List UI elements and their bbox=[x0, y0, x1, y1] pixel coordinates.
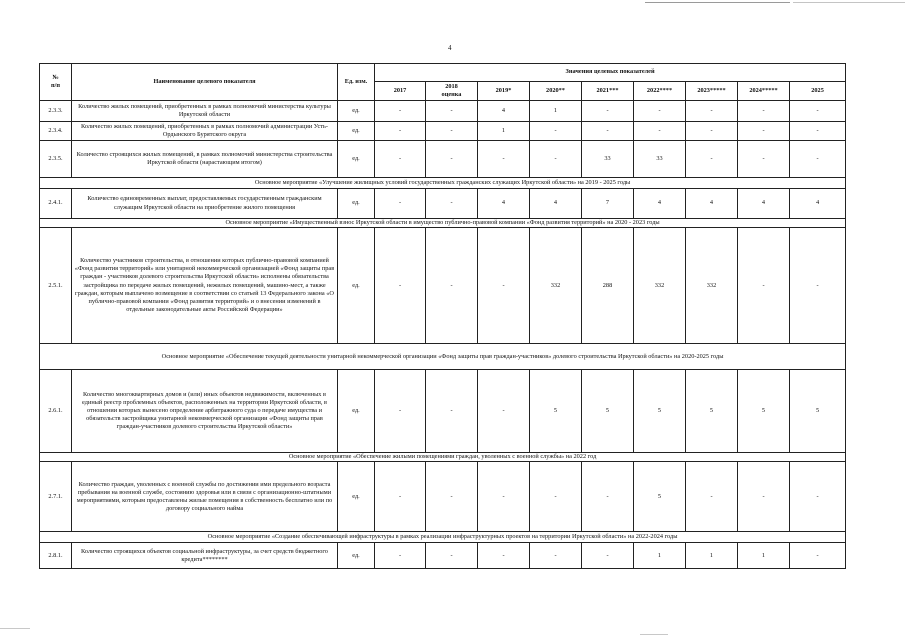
header-num: № п/п bbox=[40, 64, 72, 101]
indicator-value: - bbox=[478, 543, 530, 569]
indicator-value: - bbox=[530, 543, 582, 569]
indicator-value: - bbox=[790, 122, 846, 141]
table-row bbox=[40, 228, 846, 344]
header-year: 2025 bbox=[790, 82, 846, 101]
indicator-value: 332 bbox=[686, 228, 738, 344]
indicator-value: 332 bbox=[530, 228, 582, 344]
row-number: 2.3.5. bbox=[40, 141, 72, 178]
indicator-value: - bbox=[478, 228, 530, 344]
header-values-group: Значения целевых показателей bbox=[375, 64, 846, 82]
indicator-value: 4 bbox=[530, 189, 582, 219]
indicator-value: 4 bbox=[634, 189, 686, 219]
table-row bbox=[40, 141, 846, 178]
indicator-value: 332 bbox=[634, 228, 686, 344]
row-number: 2.7.1. bbox=[40, 462, 72, 532]
indicator-value: - bbox=[634, 101, 686, 122]
indicator-value: - bbox=[738, 122, 790, 141]
indicator-value: - bbox=[582, 101, 634, 122]
indicator-value: 5 bbox=[738, 370, 790, 453]
row-number: 2.5.1. bbox=[40, 228, 72, 344]
section-title: Основное мероприятие «Обеспечение текущей деятельности унитарной некоммерческой организации «Фонд защиты прав граждан-участников» долевого строительства Иркутской области» на 2020-2025 годы bbox=[40, 344, 846, 370]
indicator-value: 4 bbox=[790, 189, 846, 219]
indicator-value: - bbox=[686, 141, 738, 178]
table-row bbox=[40, 543, 846, 569]
indicator-value: 5 bbox=[582, 370, 634, 453]
row-number: 2.3.4. bbox=[40, 122, 72, 141]
page-number: 4 bbox=[448, 44, 452, 52]
indicator-value: - bbox=[426, 228, 478, 344]
indicator-value: 5 bbox=[530, 370, 582, 453]
section-row bbox=[40, 178, 846, 189]
row-number: 2.6.1. bbox=[40, 370, 72, 453]
indicator-value: - bbox=[426, 543, 478, 569]
unit: ед. bbox=[338, 141, 375, 178]
indicator-value: - bbox=[375, 189, 426, 219]
indicator-value: - bbox=[478, 141, 530, 178]
section-title: Основное мероприятие «Обеспечение жилыми помещениями граждан, уволенных с военной службы» на 2022 год bbox=[40, 453, 846, 462]
indicator-name: Количество жилых помещений, приобретенных в рамках полномочий администрации Усть-Ордынского Бурятского округа bbox=[72, 122, 338, 141]
row-number: 2.4.1. bbox=[40, 189, 72, 219]
indicator-value: - bbox=[738, 101, 790, 122]
indicator-value: - bbox=[790, 141, 846, 178]
section-title: Основное мероприятие «Улучшение жилищных условий государственных гражданских служащих Иркутской области» на 2019 - 2025 годы bbox=[40, 178, 846, 189]
indicator-name: Количество единовременных выплат, предоставляемых государственным гражданским служащим Иркутской области на приобретение жилого помещения bbox=[72, 189, 338, 219]
table-row bbox=[40, 122, 846, 141]
indicator-value: - bbox=[426, 462, 478, 532]
section-row bbox=[40, 344, 846, 370]
table-row bbox=[40, 101, 846, 122]
indicator-value: 4 bbox=[686, 189, 738, 219]
indicator-name: Количество граждан, уволенных с военной службы по достижении ими предельного возраста пребывания на военной службе, состоянию здоровья или в связи с организационно-штатными мероприятиями, которым предоставлены жилые помещения в собственность бесплатно или по договору социального найма bbox=[72, 462, 338, 532]
bottom-scan-mark-right bbox=[640, 634, 668, 635]
indicator-value: - bbox=[375, 228, 426, 344]
indicator-value: - bbox=[426, 370, 478, 453]
indicator-value: 33 bbox=[582, 141, 634, 178]
indicator-value: - bbox=[375, 101, 426, 122]
table-row bbox=[40, 462, 846, 532]
unit: ед. bbox=[338, 462, 375, 532]
indicator-value: - bbox=[375, 543, 426, 569]
header-year: 2018 оценка bbox=[426, 82, 478, 101]
indicator-value: - bbox=[790, 543, 846, 569]
header-year: 2020** bbox=[530, 82, 582, 101]
indicator-value: - bbox=[790, 462, 846, 532]
header-indicator-name: Наименование целевого показателя bbox=[72, 64, 338, 101]
unit: ед. bbox=[338, 543, 375, 569]
header-year: 2022**** bbox=[634, 82, 686, 101]
indicator-value: 5 bbox=[790, 370, 846, 453]
indicator-value: - bbox=[790, 228, 846, 344]
indicator-name: Количество строящихся объектов социальной инфраструктуры, за счет средств бюджетного кредита******** bbox=[72, 543, 338, 569]
indicator-value: 4 bbox=[738, 189, 790, 219]
indicator-name: Количество участников строительства, в отношении которых публично-правовой компанией «Фонд развития территорий» или унитарной некоммерческой организацией «Фонд защиты прав граждан - участников долевого строительства Иркутской области» исполнены обязательства застройщика по передаче жилых помещений, нежилых помещений, машино-мест, а также граждан, которым выплачено возмещение в соответствии со статьей 13 Федерального закона «О публично-правовой компании «Фонд развития территорий» и о внесении изменений в отдельные законодательные акты Российской Федерации» bbox=[72, 228, 338, 344]
indicator-name: Количество жилых помещений, приобретенных в рамках полномочий министерства культуры Иркутской области bbox=[72, 101, 338, 122]
unit: ед. bbox=[338, 122, 375, 141]
header-year: 2023***** bbox=[686, 82, 738, 101]
indicator-value: 7 bbox=[582, 189, 634, 219]
indicator-value: - bbox=[478, 462, 530, 532]
header-year: 2019* bbox=[478, 82, 530, 101]
section-title: Основное мероприятие «Имущественный взнос Иркутской области в имущество публично-правовой компании «Фонд развития территорий» на 2020 - 2023 годы bbox=[40, 219, 846, 228]
header-year: 2024***** bbox=[738, 82, 790, 101]
table-body bbox=[40, 101, 846, 569]
indicator-value: - bbox=[582, 543, 634, 569]
indicator-value: 5 bbox=[686, 370, 738, 453]
indicator-value: 33 bbox=[634, 141, 686, 178]
indicator-value: - bbox=[582, 122, 634, 141]
unit: ед. bbox=[338, 101, 375, 122]
target-indicators-table bbox=[39, 63, 846, 569]
indicator-value: - bbox=[738, 141, 790, 178]
unit: ед. bbox=[338, 228, 375, 344]
section-title: Основное мероприятие «Создание обеспечивающей инфраструктуры в рамках реализации инфраструктурных проектов на территории Иркутской области» на 2022-2024 годы bbox=[40, 532, 846, 543]
header-row-groups bbox=[40, 64, 846, 82]
indicator-value: - bbox=[582, 462, 634, 532]
indicator-value: - bbox=[686, 122, 738, 141]
indicator-value: 1 bbox=[686, 543, 738, 569]
row-number: 2.3.3. bbox=[40, 101, 72, 122]
indicator-value: 1 bbox=[478, 122, 530, 141]
indicator-value: 288 bbox=[582, 228, 634, 344]
indicator-value: 5 bbox=[634, 370, 686, 453]
indicator-value: - bbox=[426, 122, 478, 141]
indicator-value: - bbox=[738, 228, 790, 344]
row-number: 2.8.1. bbox=[40, 543, 72, 569]
section-row bbox=[40, 453, 846, 462]
indicator-value: - bbox=[686, 101, 738, 122]
indicator-value: - bbox=[375, 122, 426, 141]
indicator-value: - bbox=[530, 462, 582, 532]
header-year: 2021*** bbox=[582, 82, 634, 101]
indicator-value: 4 bbox=[478, 101, 530, 122]
header-year: 2017 bbox=[375, 82, 426, 101]
table-row bbox=[40, 189, 846, 219]
indicator-value: 1 bbox=[530, 101, 582, 122]
header-unit: Ед. изм. bbox=[338, 64, 375, 101]
indicator-value: - bbox=[375, 141, 426, 178]
top-scan-rule bbox=[0, 0, 905, 6]
table-row bbox=[40, 370, 846, 453]
indicator-value: 1 bbox=[738, 543, 790, 569]
indicator-value: - bbox=[686, 462, 738, 532]
indicator-value: - bbox=[634, 122, 686, 141]
indicator-value: - bbox=[478, 370, 530, 453]
indicator-value: - bbox=[530, 122, 582, 141]
unit: ед. bbox=[338, 370, 375, 453]
indicator-value: 1 bbox=[634, 543, 686, 569]
indicator-value: 5 bbox=[634, 462, 686, 532]
indicator-value: 4 bbox=[478, 189, 530, 219]
bottom-scan-mark-left bbox=[0, 628, 30, 629]
indicator-value: - bbox=[375, 370, 426, 453]
indicator-value: - bbox=[530, 141, 582, 178]
indicator-value: - bbox=[426, 189, 478, 219]
indicator-value: - bbox=[790, 101, 846, 122]
indicator-name: Количество строящихся жилых помещений, в рамках полномочий министерства строительства Иркутской области (нарастающим итогом) bbox=[72, 141, 338, 178]
section-row bbox=[40, 532, 846, 543]
indicator-value: - bbox=[426, 101, 478, 122]
unit: ед. bbox=[338, 189, 375, 219]
indicator-name: Количество многоквартирных домов и (или) иных объектов недвижимости, включенных в единый реестр проблемных объектов, расположенных на территории Иркутской области, в отношении которых вынесено определение арбитражного суда о передаче имущества и обязательств застройщика унитарной некоммерческой организации «Фонд защиты прав граждан-участников долевого строительства Иркутской области» bbox=[72, 370, 338, 453]
indicator-value: - bbox=[738, 462, 790, 532]
section-row bbox=[40, 219, 846, 228]
indicator-value: - bbox=[426, 141, 478, 178]
indicator-value: - bbox=[375, 462, 426, 532]
